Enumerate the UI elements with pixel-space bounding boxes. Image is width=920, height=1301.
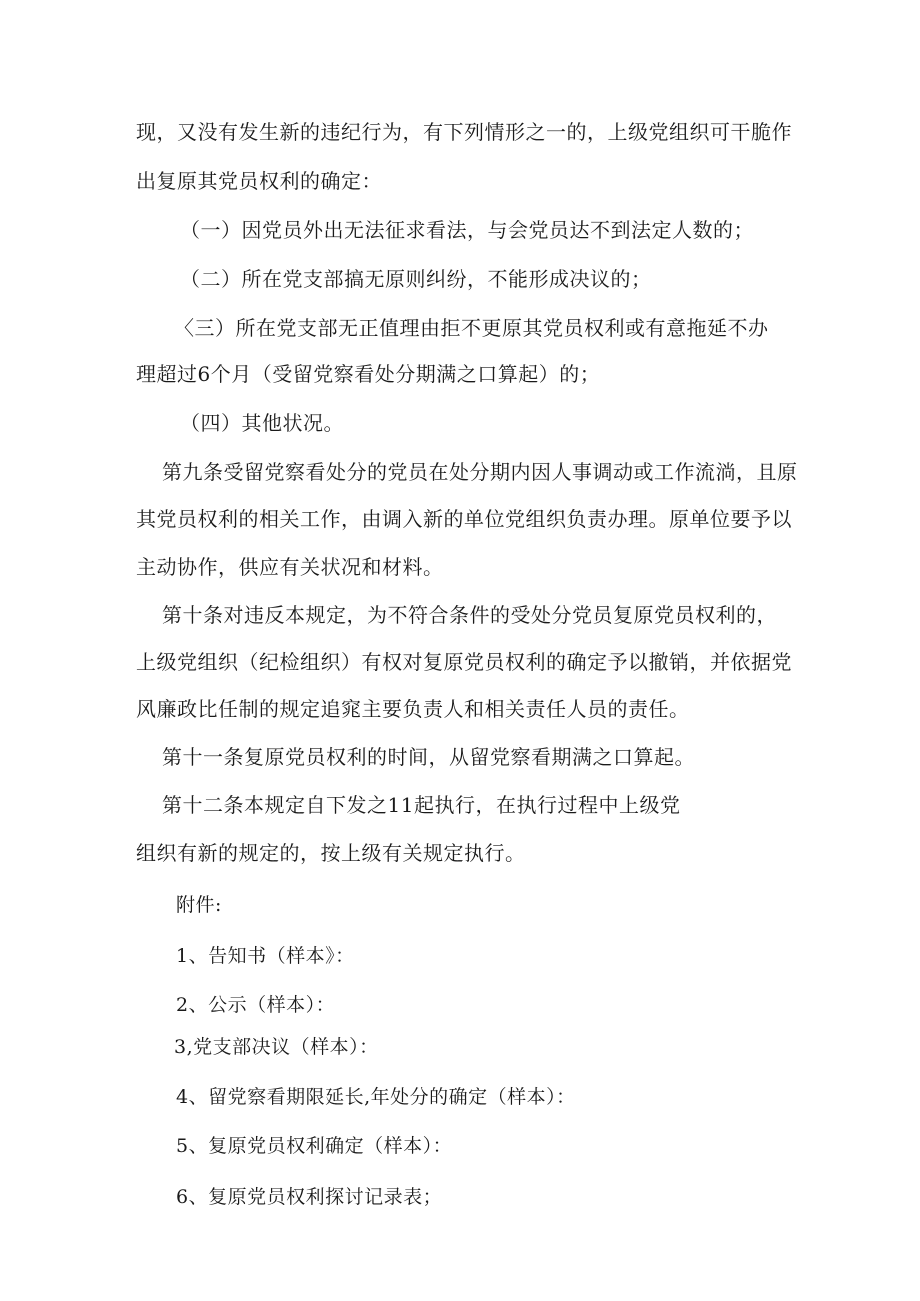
list-item-3: 〈三）所在党支部无正值理由拒不更原其党员权利或有意拖延不办 — [174, 316, 769, 340]
attachment-item: 4、留党察看期限延长,年处分的确定（样本）： — [176, 1086, 576, 1108]
article-12-line: 第十二条本规定自下发之11起执行，在执行过程中上级党 — [162, 793, 681, 817]
attachment-item: 5、复原党员权利确定（样本）： — [176, 1135, 453, 1157]
paragraph-line: 出复原其党员权利的确定： — [136, 169, 382, 193]
article-10-line: 第十条对违反本规定，为不符合条件的受处分党员复原党员权利的， — [162, 603, 777, 627]
article-10-line: 上级党组织（纪检组织）有权对复原党员权利的确定予以撤销，并依据党 — [136, 650, 792, 674]
attachment-item: 6、复原党员权利探讨记录表； — [176, 1186, 443, 1208]
attachment-item: 2、公示（样本）： — [176, 994, 336, 1016]
paragraph-line: 现，又没有发生新的违纪行为，有下列情形之一的，上级党组织可干脆作 — [136, 120, 792, 144]
article-11-line: 第十一条复原党员权利的时间，从留党察看期满之口算起。 — [162, 745, 695, 769]
list-item-4: （四）其他状况。 — [180, 411, 344, 435]
list-item-1: （一）因党员外出无法征求看法，与会党员达不到法定人数的； — [180, 218, 754, 242]
attachment-item: 3,党支部决议（样本）： — [174, 1036, 379, 1058]
article-9-line: 主动协作，供应有关状况和材料。 — [136, 555, 444, 579]
article-9-line: 其党员权利的相关工作，由调入新的单位党组织负责办理。原单位要予以 — [136, 507, 792, 531]
attachment-item: 1、告知书（样本》： — [176, 945, 355, 967]
paragraph-line: 理超过6个月（受留党察看处分期满之口算起）的； — [136, 362, 601, 386]
list-item-2: （二）所在党支部搞无原则纠纷，不能形成决议的； — [180, 267, 652, 291]
article-9-line: 第九条受留党察看处分的党员在处分期内因人事调动或工作流淌，且原 — [162, 460, 798, 484]
article-10-line: 风廉政比任制的规定追窕主要负责人和相关责任人员的责任。 — [136, 697, 690, 721]
article-12-line: 组织有新的规定的，按上级有关规定执行。 — [136, 841, 526, 865]
attachments-heading: 附件: — [176, 894, 222, 916]
